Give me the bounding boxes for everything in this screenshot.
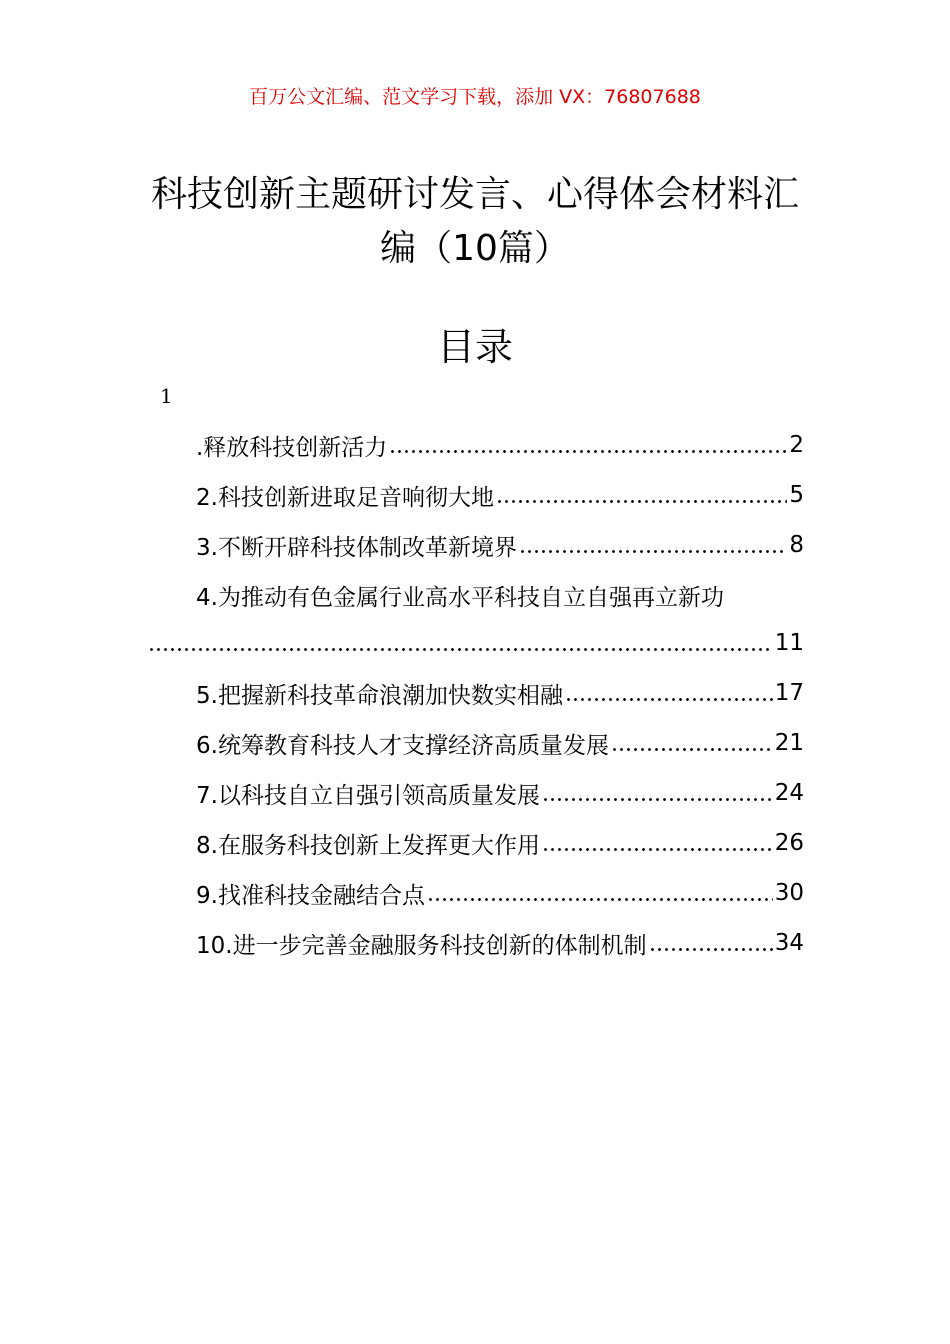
toc-entry-page: 30	[774, 880, 804, 906]
toc-entry-label: 9.找准科技金融结合点	[196, 882, 425, 909]
toc-entry-page: 11	[774, 630, 804, 656]
toc-entry-page: 2	[789, 432, 804, 458]
stray-number: 1	[160, 384, 173, 408]
toc-entry-page: 21	[774, 730, 804, 756]
toc-leader-dots	[496, 485, 787, 505]
toc-entry[interactable]	[196, 470, 804, 520]
toc-entry-label: 8.在服务科技创新上发挥更大作用	[196, 832, 540, 859]
toc-entry-page: 34	[774, 930, 804, 956]
toc-entry-label: 7.以科技自立自强引领高质量发展	[196, 782, 540, 809]
toc-entry[interactable]	[196, 520, 804, 570]
toc-leader-dots	[611, 733, 773, 753]
toc-entry-page: 24	[774, 780, 804, 806]
toc-leader-dots	[148, 633, 773, 653]
toc-entry-label: 2.科技创新进取足音响彻大地	[196, 484, 494, 511]
toc-leader-dots	[389, 435, 787, 455]
toc-entry[interactable]	[196, 918, 804, 968]
toc-entry-page: 8	[789, 532, 804, 558]
toc-leader-dots	[649, 933, 773, 953]
toc-leader-dots	[565, 683, 773, 703]
toc-entry[interactable]	[196, 668, 804, 718]
toc-leader-dots	[519, 535, 787, 555]
header-watermark-note: 百万公文汇编、范文学习下载，添加 VX：76807688	[249, 86, 701, 108]
toc-leader-dots	[542, 833, 773, 853]
toc-entry-continuation[interactable]	[148, 618, 804, 668]
toc-entry-label: 10.进一步完善金融服务科技创新的体制机制	[196, 932, 647, 959]
toc-leader-dots	[542, 783, 773, 803]
toc-heading: 目录	[436, 325, 513, 369]
toc-entry[interactable]	[196, 420, 804, 470]
toc-entry-label: 4.为推动有色金属行业高水平科技自立自强再立新功	[196, 584, 724, 611]
toc-entry[interactable]	[196, 570, 804, 620]
toc-leader-dots	[427, 883, 773, 903]
toc-entry-label: 6.统筹教育科技人才支撑经济高质量发展	[196, 732, 609, 759]
toc-entry-page: 17	[774, 680, 804, 706]
toc-entry[interactable]	[196, 868, 804, 918]
toc-entry[interactable]	[196, 818, 804, 868]
toc-entry-page: 26	[774, 830, 804, 856]
toc-entry-label: 3.不断开辟科技体制改革新境界	[196, 534, 517, 561]
toc-entry-label: .释放科技创新活力	[196, 434, 388, 461]
toc-entry[interactable]	[196, 768, 804, 818]
toc-entry[interactable]	[196, 718, 804, 768]
toc-entry-label: 5.把握新科技革命浪潮加快数实相融	[196, 682, 563, 709]
toc-entry-page: 5	[789, 482, 804, 508]
document-title: 科技创新主题研讨发言、心得体会材料汇编（10篇）	[150, 174, 799, 269]
